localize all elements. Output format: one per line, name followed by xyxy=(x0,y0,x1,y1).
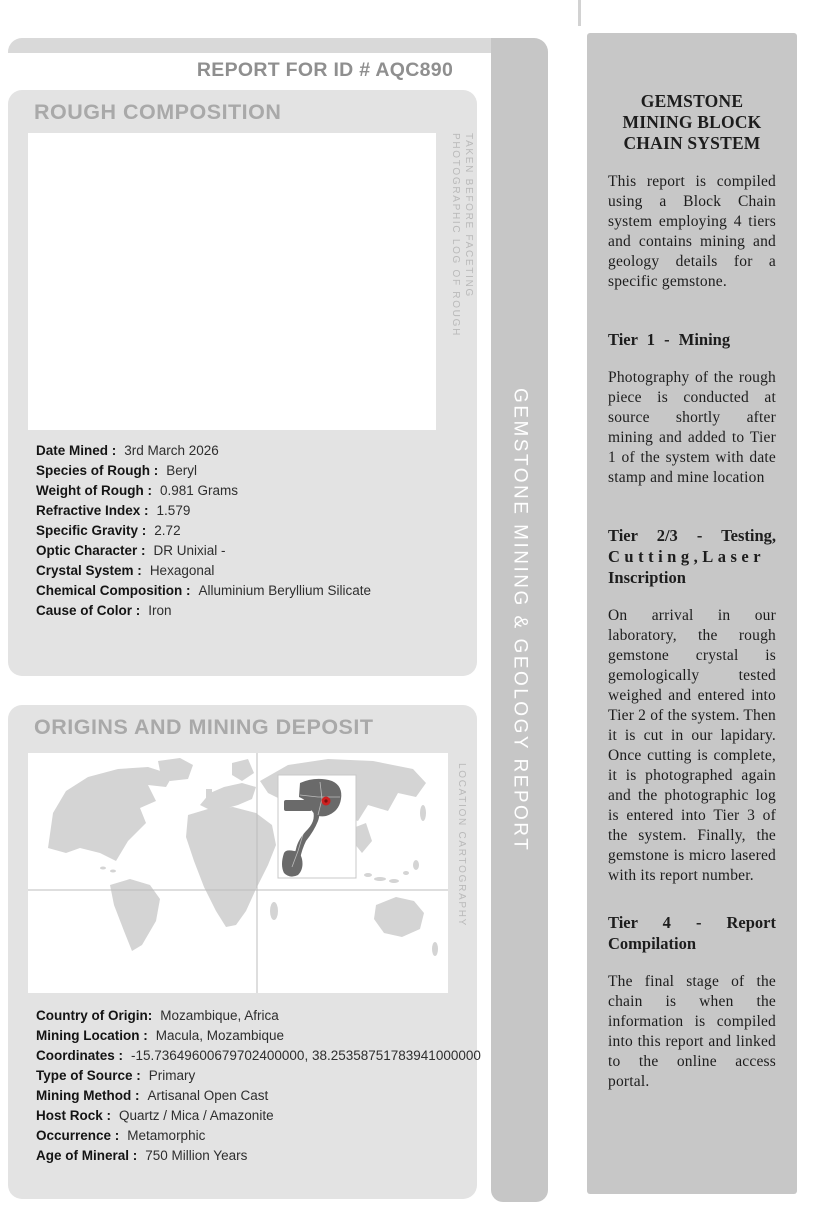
map-caption-text: LOCATION CARTOGRAPHY xyxy=(456,763,467,928)
field-label: Cause of Color : xyxy=(36,603,141,618)
field-label: Species of Rough : xyxy=(36,463,159,478)
field-label: Mining Location : xyxy=(36,1028,148,1043)
field-value: 1.579 xyxy=(156,503,191,518)
field-row xyxy=(36,1006,481,1026)
tier4-body: The final stage of the chain is when the information is compiled into this report and linked to the online access portal. xyxy=(608,973,776,1090)
country-inset xyxy=(278,775,356,878)
world-map-svg xyxy=(28,753,448,993)
field-label: Occurrence : xyxy=(36,1128,120,1143)
field-value: 0.981 Grams xyxy=(159,483,239,498)
field-value: 750 Million Years xyxy=(145,1148,248,1163)
field-value: Primary xyxy=(148,1068,196,1083)
field-row xyxy=(36,541,371,561)
field-row xyxy=(36,601,371,621)
tier1-heading: Tier 1 - Mining xyxy=(608,330,731,349)
world-map xyxy=(28,753,448,993)
field-row xyxy=(36,561,371,581)
field-row xyxy=(36,461,371,481)
field-row xyxy=(36,481,371,501)
blockchain-info-sidebar xyxy=(587,33,797,1194)
field-value: 3rd March 2026 xyxy=(124,443,219,458)
field-label: Type of Source : xyxy=(36,1068,141,1083)
field-row xyxy=(36,1026,481,1046)
field-value: Macula, Mozambique xyxy=(155,1028,285,1043)
origins-fields xyxy=(36,1006,481,1166)
field-row xyxy=(36,581,371,601)
field-value: Alluminium Beryllium Silicate xyxy=(198,583,372,598)
field-value: Beryl xyxy=(166,463,198,478)
field-row xyxy=(36,501,371,521)
field-value: DR Unixial - xyxy=(153,543,226,558)
field-label: Age of Mineral : xyxy=(36,1148,138,1163)
tier4-heading: Tier 4 - Report Compilation xyxy=(608,913,776,953)
photo-caption-line-1: PHOTOGRAPHIC LOG OF ROUGH xyxy=(450,133,461,337)
page-title: REPORT FOR ID # AQC890 xyxy=(196,59,454,81)
field-row xyxy=(36,1126,481,1146)
rough-composition-fields xyxy=(36,441,371,621)
field-value: Iron xyxy=(148,603,172,618)
field-value: -15.73649600679702400000, 38.25358751783941000000 xyxy=(131,1048,481,1063)
field-value: Metamorphic xyxy=(127,1128,206,1143)
field-label: Specific Gravity : xyxy=(36,523,147,538)
map-caption xyxy=(455,763,468,993)
origins-header: ORIGINS AND MINING DEPOSIT xyxy=(34,715,374,739)
rough-composition-section xyxy=(8,90,477,676)
field-row xyxy=(36,1046,481,1066)
tier1-body: Photography of the rough piece is conducted at source shortly after mining and added to Tier 1 of the system with date stamp and mine location xyxy=(608,369,776,486)
field-value: Hexagonal xyxy=(149,563,215,578)
vertical-banner xyxy=(491,38,548,1202)
field-label: Refractive Index : xyxy=(36,503,149,518)
main-panel-top-bar xyxy=(8,38,491,53)
tier23-heading-line1: Tier 2/3 - Testing, xyxy=(608,526,776,545)
tier23-body: On arrival in our laboratory, the rough gemstone crystal is gemologically tested weighed and entered into Tier 2 of the system. Then it is cut in our lapidary. Once cutting is complete, it is photographed again and the photographic log is entered into Tier 3 of the system. Finally, the gemstone is micro lasered with its report number. xyxy=(608,607,776,884)
field-row xyxy=(36,521,371,541)
rough-photo-area xyxy=(28,133,436,430)
field-value: Mozambique, Africa xyxy=(160,1008,279,1023)
field-row xyxy=(36,1146,481,1166)
field-label: Chemical Composition : xyxy=(36,583,191,598)
field-label: Mining Method : xyxy=(36,1088,140,1103)
field-label: Crystal System : xyxy=(36,563,142,578)
field-label: Optic Character : xyxy=(36,543,146,558)
origins-section xyxy=(8,705,481,1199)
field-row xyxy=(36,1086,481,1106)
field-label: Host Rock : xyxy=(36,1108,112,1123)
sidebar-title: GEMSTONE MINING BLOCK CHAIN SYSTEM xyxy=(622,91,762,153)
photo-caption-line-2: TAKEN BEFORE FACETING xyxy=(463,133,474,298)
photo-caption xyxy=(449,133,475,430)
field-value: 2.72 xyxy=(154,523,181,538)
field-value: Quartz / Mica / Amazonite xyxy=(119,1108,274,1123)
field-row xyxy=(36,1106,481,1126)
field-label: Date Mined : xyxy=(36,443,117,458)
rough-composition-header: ROUGH COMPOSITION xyxy=(34,100,282,124)
tier23-heading xyxy=(608,525,776,588)
tier23-heading-line2: Cutting,Laser xyxy=(608,547,766,566)
field-label: Weight of Rough : xyxy=(36,483,152,498)
sidebar-intro: This report is compiled using a Block Chain system employing 4 tiers and contains mining and geology details for a specific gemstone. xyxy=(608,173,776,290)
continents xyxy=(48,758,438,956)
vertical-banner-text: GEMSTONE MINING & GEOLOGY REPORT xyxy=(509,387,531,853)
field-label: Coordinates : xyxy=(36,1048,124,1063)
field-row xyxy=(36,1066,481,1086)
field-label: Country of Origin: xyxy=(36,1008,153,1023)
tier23-heading-line3: Inscription xyxy=(608,568,686,587)
field-row xyxy=(36,441,371,461)
field-value: Artisanal Open Cast xyxy=(147,1088,269,1103)
top-center-tick xyxy=(578,0,581,26)
